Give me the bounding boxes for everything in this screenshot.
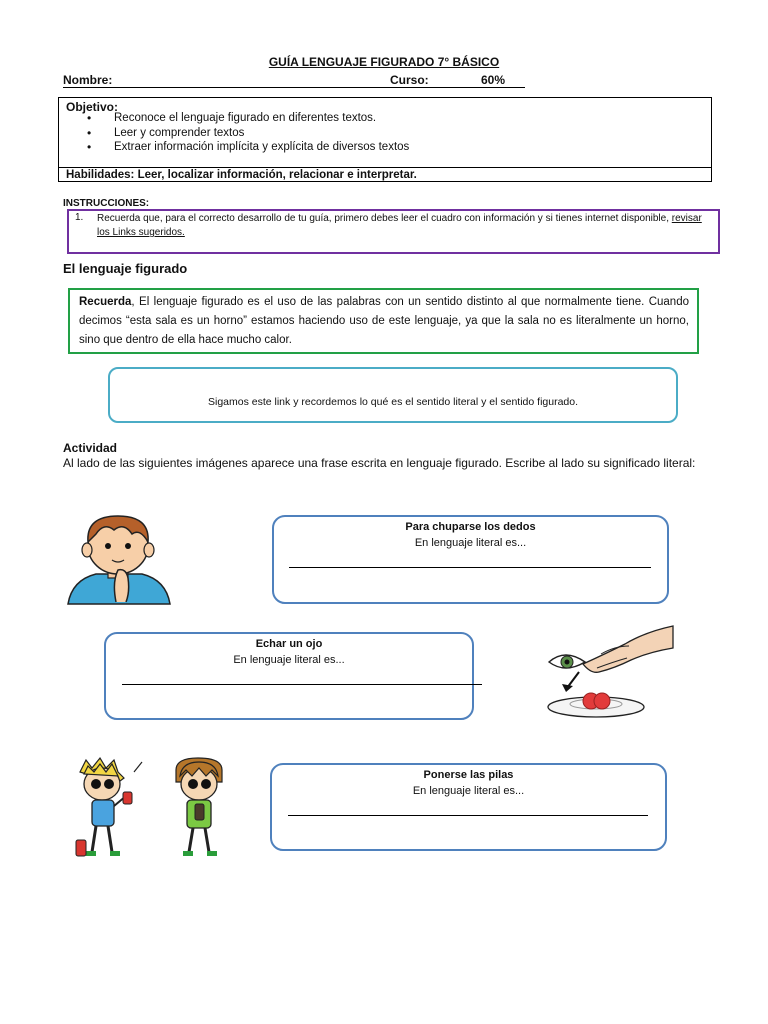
curso-label: Curso: bbox=[390, 73, 429, 87]
recuerda-paragraph bbox=[79, 293, 689, 350]
instrucciones-label: INSTRUCCIONES: bbox=[63, 198, 150, 209]
percent-label: 60% bbox=[481, 73, 506, 87]
section-title: El lenguaje figurado bbox=[63, 261, 188, 276]
objetivo-list bbox=[87, 111, 409, 155]
nombre-label: Nombre: bbox=[63, 73, 113, 87]
instruction-body: Recuerda que, para el correcto desarrollo de tu guía, primero debes leer el cuadro con información y si tienes internet disponible, bbox=[97, 213, 672, 224]
page-title: GUÍA LENGUAJE FIGURADO 7° BÁSICO bbox=[268, 55, 500, 69]
actividad-title: Actividad bbox=[63, 441, 118, 455]
objetivo-item: • Reconoce el lenguaje figurado en diferentes textos. bbox=[87, 111, 409, 126]
literal-label-1: En lenguaje literal es... bbox=[414, 537, 527, 549]
link-box[interactable] bbox=[108, 367, 678, 423]
objetivo-divider bbox=[59, 167, 711, 168]
boy-licking-fingers-illustration bbox=[66, 512, 172, 606]
answer-line-2[interactable] bbox=[122, 684, 482, 685]
eye-hand-plate-illustration bbox=[545, 624, 675, 720]
instrucciones-box bbox=[67, 209, 720, 254]
links-sugeridos-link[interactable]: revisar los Links sugeridos. bbox=[97, 213, 702, 238]
phrase-2: Echar un ojo bbox=[255, 638, 323, 650]
objetivo-item: • Extraer información implícita y explícita de diversos textos bbox=[87, 140, 409, 155]
answer-box-1 bbox=[272, 515, 669, 604]
phrase-3: Ponerse las pilas bbox=[423, 769, 514, 781]
recuerda-bold: Recuerda bbox=[79, 296, 132, 308]
literal-label-2: En lenguaje literal es... bbox=[233, 654, 345, 666]
recuerda-text: , El lenguaje figurado es el uso de las palabras con un sentido distinto al que normalmente tiene. Cuando decimos “esta sala es un horno” estamos haciendo uso de este lenguaje, ya que la sala no es literalmente un horno, sino que dentro de ella hace mucho calor. bbox=[79, 296, 689, 346]
instruction-text bbox=[97, 212, 712, 240]
recuerda-box bbox=[68, 288, 699, 354]
answer-line-1[interactable] bbox=[289, 567, 651, 568]
actividad-instructions: Al lado de las siguientes imágenes aparece una frase escrita en lenguaje figurado. Escribe al lado su significado literal: bbox=[63, 456, 696, 470]
answer-line-3[interactable] bbox=[288, 815, 648, 816]
phrase-1: Para chuparse los dedos bbox=[405, 521, 536, 533]
objetivo-item: • Leer y comprender textos bbox=[87, 126, 409, 141]
link-box-text: Sigamos este link y recordemos lo qué es el sentido literal y el sentido figurado. bbox=[207, 396, 579, 408]
objetivo-box bbox=[58, 97, 712, 182]
instruction-number: 1. bbox=[75, 212, 84, 223]
objetivo-label: Objetivo: bbox=[66, 100, 119, 114]
nombre-curso-row bbox=[63, 73, 525, 88]
habilidades-text: Habilidades: Leer, localizar información, relacionar e interpretar. bbox=[66, 169, 417, 181]
answer-box-2 bbox=[104, 632, 474, 720]
literal-label-3: En lenguaje literal es... bbox=[412, 785, 525, 797]
answer-box-3 bbox=[270, 763, 667, 851]
boys-with-batteries-illustration bbox=[72, 756, 232, 862]
